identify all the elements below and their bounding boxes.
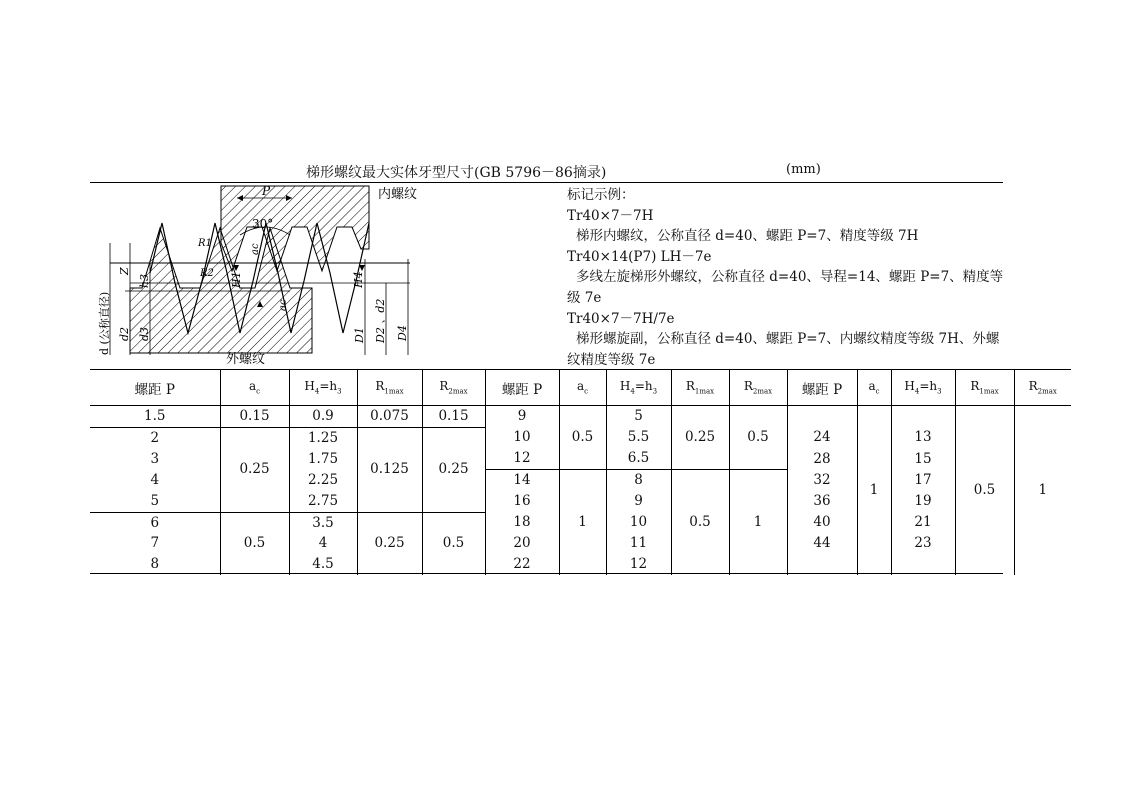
table-cell: 4.5	[289, 554, 357, 575]
r1-label: R1	[198, 238, 212, 249]
table-cell: 5	[606, 406, 671, 428]
table-cell: 0.25	[357, 512, 422, 575]
header-r2max: $R_{2max}$	[422, 370, 485, 406]
example-2-code: Tr40×14(P7) LH－7e	[567, 248, 712, 265]
table-cell: 1.25	[289, 427, 357, 448]
table-cell: 22	[485, 554, 559, 575]
table-cell: 20	[485, 533, 559, 554]
table-cell: 0.25	[220, 427, 289, 512]
header-r1max: $R_{1max}$	[671, 370, 729, 406]
table-cell: 10	[606, 512, 671, 533]
header-r2max: $R_{2max}$	[1014, 370, 1071, 406]
internal-thread-section	[221, 186, 369, 271]
table-cell: 3	[150, 450, 160, 467]
example-1-code: Tr40×7－7H	[567, 207, 654, 224]
table-cell: 2	[90, 427, 220, 448]
table-cell	[787, 406, 857, 428]
unit-label: (mm)	[786, 162, 821, 177]
table-cell: 9	[485, 406, 559, 428]
table-cell: 0.5	[671, 470, 729, 575]
page-title: 梯形螺纹最大实体牙型尺寸(GB 5796－86摘录)	[306, 165, 607, 181]
D2-d2-label: D2 、d2	[374, 298, 387, 343]
header-ac: $a_c$	[857, 370, 891, 406]
ac-label-lower: ac	[278, 299, 289, 311]
table-cell: 0.5	[220, 512, 289, 575]
table-cell: 1	[857, 406, 891, 575]
table-cell: 36	[787, 491, 857, 512]
pitch-label: P	[262, 184, 271, 198]
d3-label: d3	[138, 326, 151, 341]
table-cell: 2.75	[289, 491, 357, 512]
marking-examples	[567, 185, 1007, 370]
table-cell: 0.5	[422, 512, 485, 575]
table-cell: 0.075	[357, 406, 422, 428]
example-3-code: Tr40×7－7H/7e	[567, 310, 675, 327]
table-cell: 32	[787, 470, 857, 491]
D4-label: D4	[396, 325, 409, 341]
d2-label: d2	[118, 326, 131, 341]
notes-heading: 标记示例：	[567, 187, 635, 203]
table-cell: 0.5	[955, 406, 1014, 575]
header-pitch: 螺距 P	[787, 370, 857, 406]
h3-label: h3	[138, 273, 151, 288]
header-r2max: $R_{2max}$	[729, 370, 787, 406]
header-ac: $a_c$	[220, 370, 289, 406]
table-cell: 11	[606, 533, 671, 554]
table-cell: 17	[891, 470, 955, 491]
table-cell: 1	[559, 470, 606, 575]
thread-dimension-table	[90, 369, 1071, 575]
table-cell: 14	[485, 470, 559, 491]
example-1-description: 梯形内螺纹，公称直径 d=40、螺距 P=7、精度等级 7H	[576, 228, 919, 245]
table-cell: 15	[891, 448, 955, 469]
table-cell: 7	[150, 535, 160, 552]
table-cell: 44	[787, 533, 857, 554]
header-h4-h3: $H_4=h_3$	[891, 370, 955, 406]
internal-thread-label: 内螺纹	[378, 187, 418, 202]
table-cell: 6	[90, 512, 220, 533]
ac-label: ac	[250, 243, 261, 255]
table-cell: 0.5	[729, 406, 787, 470]
table-cell: 16	[485, 491, 559, 512]
header-h4-h3: $H_4=h_3$	[606, 370, 671, 406]
example-3-description: 梯形螺旋副，公称直径 d=40、螺距 P=7、内螺纹精度等级 7H、外螺纹精度等级 7e	[567, 331, 1000, 368]
header-pitch: 螺距 P	[485, 370, 559, 406]
table-cell: 28	[787, 448, 857, 469]
nominal-diameter-label: d (公称直径)	[98, 291, 111, 355]
header-h4-h3: $H_4=h_3$	[289, 370, 357, 406]
table-cell: 1.5	[90, 406, 220, 428]
h1-label: H1	[230, 271, 243, 288]
table-cell: 10	[485, 427, 559, 448]
table-cell: 9	[606, 491, 671, 512]
table-cell: 18	[485, 512, 559, 533]
table-cell: 12	[606, 554, 671, 575]
table-cell: 1.75	[289, 448, 357, 469]
table-cell: 24	[787, 427, 857, 448]
table-cell	[891, 554, 955, 575]
table-cell: 0.5	[559, 406, 606, 470]
table-cell: 5	[150, 492, 160, 509]
table-cell: 8	[150, 555, 160, 572]
table-cell: 13	[891, 427, 955, 448]
table-cell: 3.5	[289, 512, 357, 533]
table-cell: 1	[1014, 406, 1071, 575]
table-row	[90, 406, 1071, 428]
table-cell: 0.25	[422, 427, 485, 512]
thread-profile-diagram	[90, 183, 420, 369]
table-cell: 4	[150, 471, 160, 488]
table-cell: 23	[891, 533, 955, 554]
table-header-row	[90, 370, 1071, 406]
angle-label: 30°	[252, 217, 274, 231]
example-2-description: 多线左旋梯形外螺纹，公称直径 d=40、导程=14、螺距 P=7、精度等级 7e	[567, 269, 1004, 306]
table-cell: 40	[787, 512, 857, 533]
table-cell: 5.5	[606, 427, 671, 448]
table-cell: 1	[729, 470, 787, 575]
table-cell: 6.5	[606, 448, 671, 469]
table-cell: 12	[485, 448, 559, 469]
z-label: Z	[118, 267, 131, 275]
table-cell: 4	[289, 533, 357, 554]
h4-label: H4	[352, 271, 365, 288]
table-cell	[787, 554, 857, 575]
table-cell: 8	[606, 470, 671, 491]
table-cell: 0.9	[289, 406, 357, 428]
table-cell: 0.15	[220, 406, 289, 428]
D1-label: D1	[353, 327, 366, 343]
header-r1max: $R_{1max}$	[357, 370, 422, 406]
header-r1max: $R_{1max}$	[955, 370, 1014, 406]
table-cell: 0.15	[422, 406, 485, 428]
external-thread-label: 外螺纹	[226, 352, 266, 367]
header-pitch: 螺距 P	[90, 370, 220, 406]
r2-label: R2	[200, 268, 214, 279]
bottom-rule	[90, 573, 1003, 574]
table-cell: 0.25	[671, 406, 729, 470]
table-cell: 2.25	[289, 470, 357, 491]
table-cell: 19	[891, 491, 955, 512]
header-ac: $a_c$	[559, 370, 606, 406]
table-cell: 0.125	[357, 427, 422, 512]
table-cell	[891, 406, 955, 428]
table-cell: 21	[891, 512, 955, 533]
